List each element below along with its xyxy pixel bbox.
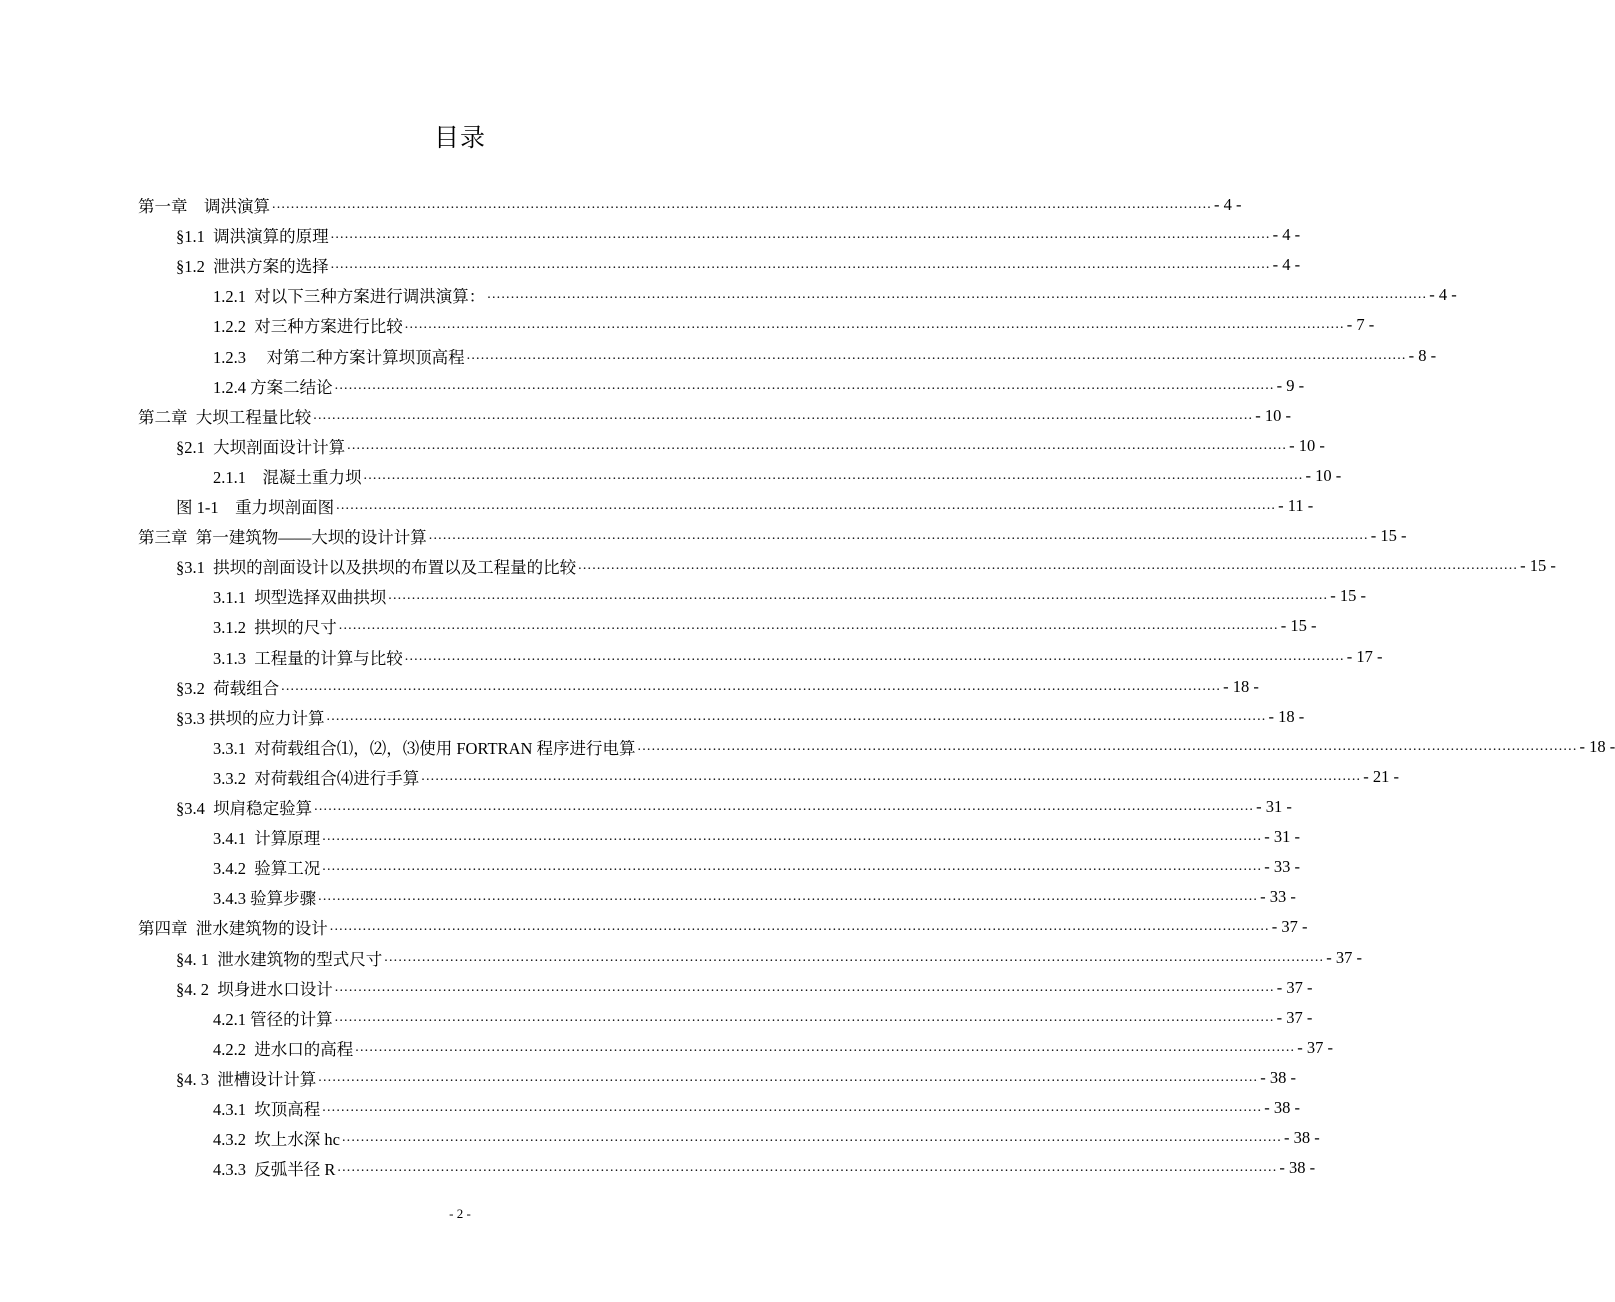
toc-entry-page: - 8 -: [1408, 345, 1437, 365]
toc-entry-page: - 4 -: [1429, 285, 1457, 305]
toc-leader-dots: ........................................................................................................................................................................................................: [347, 437, 1288, 453]
toc-entry-page: - 4 -: [1272, 255, 1301, 275]
toc-entry-title: 1.2.3 对第二种方案计算坝顶高程: [213, 347, 465, 367]
toc-leader-dots: ........................................................................................................................................................................................................: [341, 1130, 1282, 1146]
toc-leader-dots: ........................................................................................................................................................................................................: [334, 979, 1275, 995]
toc-entry-title: 4.3.3 反弧半径 R: [213, 1160, 336, 1180]
toc-entry[interactable]: [213, 341, 1437, 371]
toc-entry[interactable]: [213, 611, 1317, 641]
toc-leader-dots: ........................................................................................................................................................................................................: [404, 648, 1345, 664]
toc-entry-page: - 9 -: [1276, 375, 1305, 395]
toc-entry-title: 3.1.2 拱坝的尺寸: [213, 618, 337, 638]
toc-entry[interactable]: [213, 1033, 1333, 1063]
toc-leader-dots: ........................................................................................................................................................................................................: [334, 1009, 1275, 1025]
toc-entry-title: 4.2.1 管径的计算: [213, 1009, 333, 1029]
toc-leader-dots: ........................................................................................................................................................................................................: [281, 678, 1222, 694]
toc-leader-dots: ........................................................................................................................................................................................................: [330, 227, 1271, 243]
toc-leader-dots: ........................................................................................................................................................................................................: [355, 1039, 1296, 1055]
toc-entry[interactable]: [213, 762, 1399, 792]
toc-entry[interactable]: [176, 973, 1313, 1003]
toc-leader-dots: ........................................................................................................................................................................................................: [330, 257, 1271, 273]
toc-entry-title: §3.4 坝肩稳定验算: [176, 799, 313, 818]
toc-entry-page: - 10 -: [1289, 435, 1325, 455]
toc-entry[interactable]: [176, 431, 1325, 461]
toc-entry-title: §4. 1 泄水建筑物的型式尺寸: [176, 949, 383, 969]
toc-entry-title: 第二章 大坝工程量比较: [138, 407, 312, 427]
toc-leader-dots: ........................................................................................................................................................................................................: [272, 197, 1212, 212]
toc-leader-dots: ........................................................................................................................................................................................................: [326, 708, 1267, 724]
toc-leader-dots: ........................................................................................................................................................................................................: [466, 347, 1407, 363]
toc-entry-page: - 15 -: [1520, 556, 1556, 576]
toc-entry-page: - 37 -: [1271, 917, 1308, 937]
toc-leader-dots: ........................................................................................................................................................................................................: [318, 889, 1259, 905]
toc-leader-dots: ........................................................................................................................................................................................................: [318, 1069, 1259, 1085]
toc-entry-page: - 38 -: [1264, 1098, 1300, 1117]
toc-entry-title: §3.3 拱坝的应力计算: [176, 708, 325, 728]
toc-leader-dots: ........................................................................................................................................................................................................: [637, 738, 1578, 754]
toc-entry-title: §4. 3 泄槽设计计算: [176, 1069, 317, 1089]
toc-entry[interactable]: [138, 521, 1407, 551]
toc-entry-page: - 18 -: [1223, 676, 1259, 696]
toc-entry[interactable]: [213, 882, 1296, 912]
toc-entry-page: - 10 -: [1255, 405, 1291, 425]
toc-entry-page: - 15 -: [1330, 586, 1366, 606]
toc-entry[interactable]: [138, 401, 1291, 431]
toc-entry-page: - 38 -: [1260, 1067, 1296, 1087]
toc-entry[interactable]: [176, 250, 1301, 280]
toc-entry-title: 1.2.4 方案二结论: [213, 377, 333, 397]
toc-entry[interactable]: [213, 732, 1615, 762]
toc-entry-title: 2.1.1 混凝土重力坝: [213, 467, 362, 487]
toc-entry-page: - 37 -: [1297, 1037, 1333, 1057]
toc-entry-title: §3.2 荷载组合: [176, 678, 280, 698]
toc-entry-page: - 33 -: [1260, 887, 1296, 907]
toc-entry-title: §4. 2 坝身进水口设计: [176, 979, 333, 999]
toc-entry-title: 4.2.2 进水口的高程: [213, 1039, 354, 1059]
toc-leader-dots: ........................................................................................................................................................................................................: [329, 919, 1270, 935]
toc-entry[interactable]: [213, 1003, 1313, 1033]
toc-leader-dots: ........................................................................................................................................................................................................: [337, 1160, 1278, 1176]
toc-entry-page: - 10 -: [1305, 465, 1342, 485]
toc-entry-title: 图 1-1 重力坝剖面图: [176, 498, 335, 517]
toc-entry[interactable]: [213, 822, 1300, 852]
toc-entry-title: 3.1.3 工程量的计算与比较: [213, 648, 403, 668]
toc-entry[interactable]: [213, 461, 1342, 491]
toc-leader-dots: ........................................................................................................................................................................................................: [313, 407, 1254, 423]
toc-entry[interactable]: [213, 581, 1366, 611]
toc-leader-dots: ........................................................................................................................................................................................................: [421, 768, 1362, 784]
page-number: - 2 -: [449, 1206, 471, 1221]
toc-leader-dots: ........................................................................................................................................................................................................: [388, 588, 1329, 604]
toc-entry[interactable]: [138, 190, 1242, 220]
toc-leader-dots: ........................................................................................................................................................................................................: [314, 799, 1255, 814]
toc-entry[interactable]: [176, 702, 1305, 732]
toc-entry-title: 第三章 第一建筑物——大坝的设计计算: [138, 528, 427, 548]
toc-entry[interactable]: [213, 1123, 1320, 1153]
toc-entry-title: 1.2.2 对三种方案进行比较: [213, 317, 403, 337]
toc-entry-page: - 4 -: [1272, 225, 1301, 245]
toc-entry-page: - 38 -: [1283, 1128, 1320, 1148]
toc-entry-title: §2.1 大坝剖面设计计算: [176, 437, 346, 457]
toc-entry-title: 3.4.3 验算步骤: [213, 889, 317, 909]
toc-entry[interactable]: [213, 1093, 1300, 1123]
toc-entry-title: 3.3.1 对荷载组合⑴，⑵，⑶使用 FORTRAN 程序进行电算: [213, 738, 636, 758]
toc-entry-page: - 31 -: [1264, 827, 1300, 847]
toc-leader-dots: ........................................................................................................................................................................................................: [322, 859, 1263, 875]
toc-entry-title: 4.3.1 坎顶高程: [213, 1100, 321, 1119]
toc-entry[interactable]: [213, 1153, 1316, 1183]
toc-entry-title: 3.1.1 坝型选择双曲拱坝: [213, 588, 387, 608]
toc-entry-page: - 21 -: [1363, 766, 1399, 786]
toc-entry[interactable]: [213, 280, 1457, 310]
toc-entry[interactable]: [176, 551, 1556, 581]
toc-leader-dots: ........................................................................................................................................................................................................: [336, 498, 1277, 513]
toc-entry-page: - 38 -: [1279, 1158, 1316, 1178]
page-title: 目录: [433, 125, 486, 152]
toc-entry-page: - 18 -: [1268, 706, 1305, 726]
toc-leader-dots: ........................................................................................................................................................................................................: [322, 829, 1263, 845]
toc-entry[interactable]: [176, 491, 1314, 521]
toc-entry[interactable]: [213, 642, 1383, 672]
toc-entry[interactable]: [176, 943, 1362, 973]
toc-entry-title: 1.2.1 对以下三种方案进行调洪演算：: [213, 287, 486, 307]
toc-leader-dots: ........................................................................................................................................................................................................: [338, 618, 1279, 634]
toc-entry-page: - 7 -: [1346, 315, 1375, 335]
toc-entry-title: 第一章 调洪演算: [138, 197, 270, 216]
toc-entry-title: §1.1 调洪演算的原理: [176, 227, 329, 247]
toc-entry-title: 第四章 泄水建筑物的设计: [138, 919, 328, 939]
toc-entry[interactable]: [213, 310, 1375, 340]
toc-entry-page: - 11 -: [1278, 496, 1314, 515]
toc-entry-title: 3.4.2 验算工况: [213, 859, 321, 879]
toc-leader-dots: ........................................................................................................................................................................................................: [487, 287, 1428, 303]
toc-entry-title: §1.2 泄洪方案的选择: [176, 257, 329, 277]
toc-leader-dots: ........................................................................................................................................................................................................: [578, 558, 1519, 574]
toc-leader-dots: ........................................................................................................................................................................................................: [363, 467, 1304, 483]
toc-entry-title: 3.4.1 计算原理: [213, 829, 321, 849]
toc-entry[interactable]: [138, 912, 1308, 942]
toc-entry-page: - 37 -: [1326, 947, 1362, 967]
toc-leader-dots: ........................................................................................................................................................................................................: [334, 377, 1275, 393]
toc-entry[interactable]: [213, 371, 1305, 401]
toc-entry-page: - 37 -: [1276, 977, 1313, 997]
toc-entry[interactable]: [213, 852, 1300, 882]
toc-entry-page: - 15 -: [1280, 616, 1317, 636]
toc-entry-page: - 17 -: [1346, 646, 1383, 666]
toc-entry-page: - 18 -: [1579, 736, 1615, 756]
toc-leader-dots: ........................................................................................................................................................................................................: [322, 1100, 1263, 1115]
toc-entry-page: - 15 -: [1370, 526, 1407, 546]
toc-entry-title: 4.3.2 坎上水深 hc: [213, 1130, 340, 1150]
toc-entry-page: - 31 -: [1256, 797, 1292, 816]
toc-entry-title: §3.1 拱坝的剖面设计以及拱坝的布置以及工程量的比较: [176, 558, 577, 578]
toc-entry-title: 3.3.2 对荷载组合⑷进行手算: [213, 768, 420, 788]
toc-leader-dots: ........................................................................................................................................................................................................: [404, 317, 1345, 333]
toc-entry[interactable]: [176, 792, 1292, 822]
toc-entry-page: - 4 -: [1214, 195, 1242, 214]
toc-entry[interactable]: [176, 1063, 1296, 1093]
toc-leader-dots: ........................................................................................................................................................................................................: [384, 949, 1325, 965]
toc-entry-page: - 33 -: [1264, 857, 1300, 877]
toc-entry-page: - 37 -: [1276, 1007, 1313, 1027]
toc-entry[interactable]: [176, 220, 1301, 250]
toc-leader-dots: ........................................................................................................................................................................................................: [428, 528, 1369, 544]
toc-entry[interactable]: [176, 672, 1259, 702]
